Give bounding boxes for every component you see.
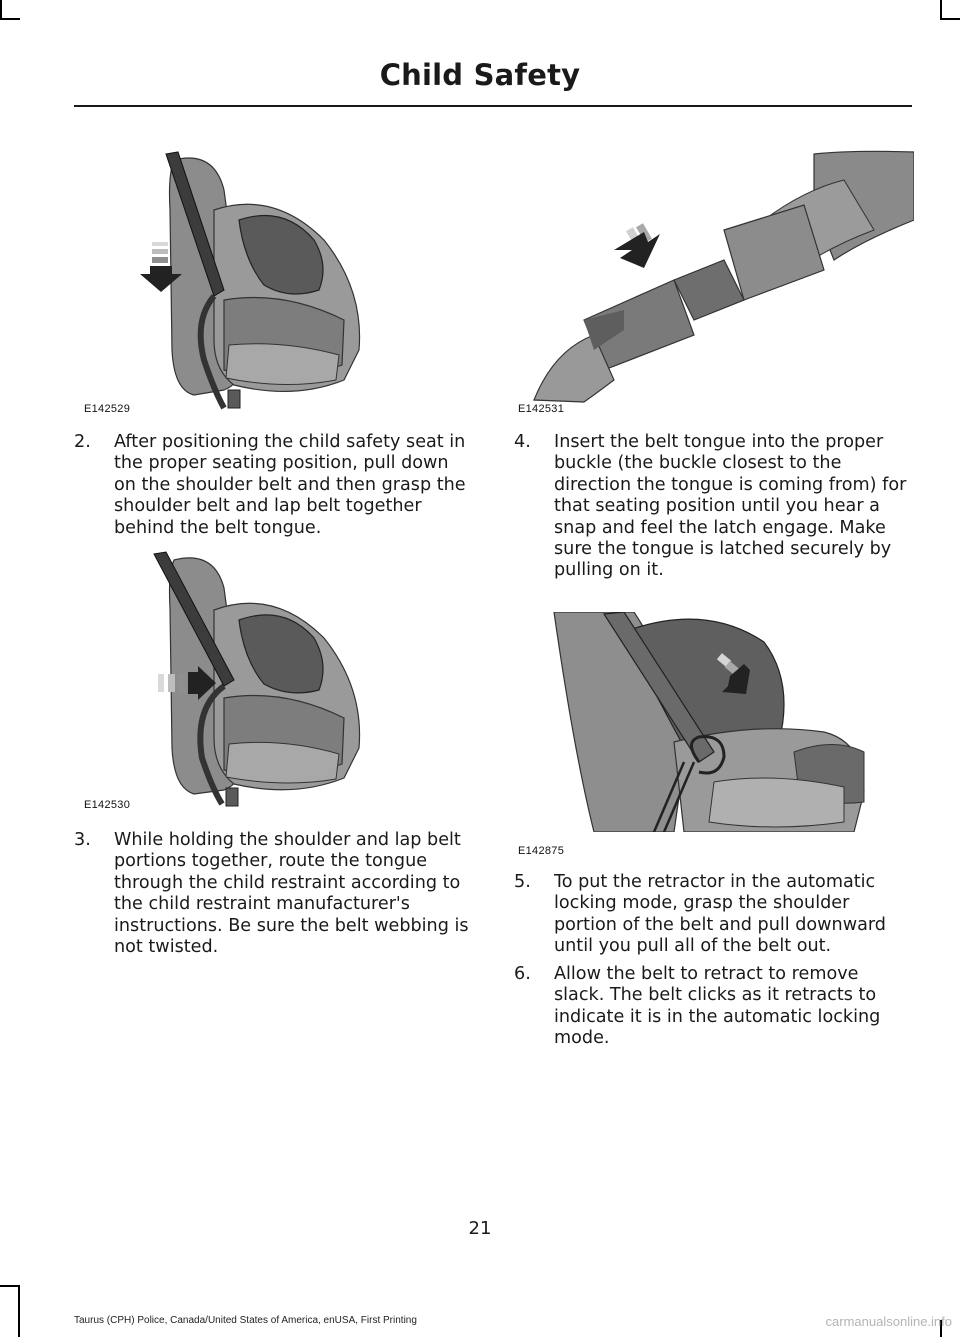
list-item [514,964,914,1050]
watermark[interactable]: carmanualsonline.info [825,1314,952,1329]
crop-mark [18,1285,20,1337]
step-text: While holding the shoulder and lap belt portions together, route the tongue through the child restraint according to the child restraint manufacturer's instructions. Be sure the belt webbing is not twisted. [114,830,469,958]
step-number: 5. [514,872,531,892]
step-text: Insert the belt tongue into the proper buckle (the buckle closest to the direction the tongue is coming from) for that seating position until you hear a snap and feel the latch engage. Make sure the tongue is latched securely by pulling on it. [554,432,907,581]
figure-code: E142530 [84,799,131,811]
step-text: To put the retractor in the automatic locking mode, grasp the shoulder portion of the belt and pull downward until you pull all of the belt out. [554,872,886,957]
crop-mark [0,1285,20,1287]
figure-retractor-locking [514,612,870,860]
figure-code: E142529 [84,403,131,415]
step-number: 6. [514,964,531,984]
child-seat-belt-grasp-illustration-icon [74,548,410,816]
figure-code: E142531 [518,403,565,415]
header-divider [74,105,912,107]
figure-code: E142875 [518,845,565,857]
step-text: Allow the belt to retract to remove slack. The belt clicks as it retracts to indicate it is in the automatic locking mode. [554,964,881,1049]
list-item [74,432,476,539]
list-item [514,432,914,582]
figure-belt-tongue-buckle [514,150,914,420]
page-number: 21 [468,1218,492,1239]
page-title: Child Safety [379,58,581,92]
retractor-locking-belt-illustration-icon [514,612,870,832]
step-number: 4. [514,432,531,452]
crop-mark [0,0,2,20]
list-item [514,872,914,958]
footer-text: Taurus (CPH) Police, Canada/United States of America, enUSA, First Printing [74,1315,417,1326]
child-seat-belt-pull-down-illustration-icon [74,150,410,420]
step-text: After positioning the child safety seat in the proper seating position, pull down on the shoulder belt and then grasp the shoulder belt and lap belt together behind the belt tongue. [114,432,466,538]
belt-tongue-buckle-illustration-icon [514,150,914,420]
step-number: 2. [74,432,91,452]
step-number: 3. [74,830,91,850]
crop-mark [940,0,942,20]
crop-mark [0,18,20,20]
crop-mark [940,18,960,20]
figure-child-seat-pull-down [74,150,410,420]
figure-child-seat-grasp [74,548,410,816]
list-item [74,830,476,958]
